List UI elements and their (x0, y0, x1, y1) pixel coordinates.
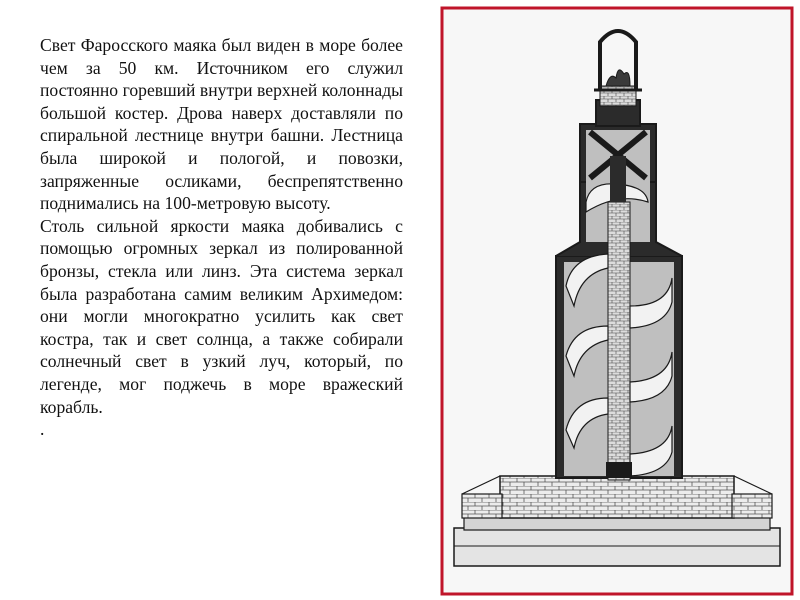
paragraph-lighthouse-light: Свет Фаросского маяка был виден в море более чем за 50 км. Источником его служил постоянно горевший внутри верхней колоннады большой костер. Дрова наверх доставляли по спиральной лестнице внутри башни. Лестница была широкой и пологой, и повозки, запряженные осликами, беспрепятственно поднимались на 100-метровую высоту. (40, 35, 403, 214)
paragraph-trailing-dot: . (40, 419, 45, 440)
lighthouse-illustration (440, 6, 794, 596)
base-brick-wall (500, 476, 734, 518)
central-column (608, 202, 630, 480)
article-text (40, 34, 403, 441)
lighthouse-cross-section-drawing (440, 6, 794, 596)
paragraph-mirrors: Столь сильной яркости маяка добивались с помощью огромных зеркал из полированной бронзы, стекла или линз. Эта система зеркал была разработана самим великим Архимедом: они могли многократно усилить как свет костра, так и свет солнца, а также собирали солнечный свет в узкий луч, который, по легенде, мог поджечь в море вражеский корабль. (40, 215, 403, 417)
plinth-steps (454, 528, 780, 566)
